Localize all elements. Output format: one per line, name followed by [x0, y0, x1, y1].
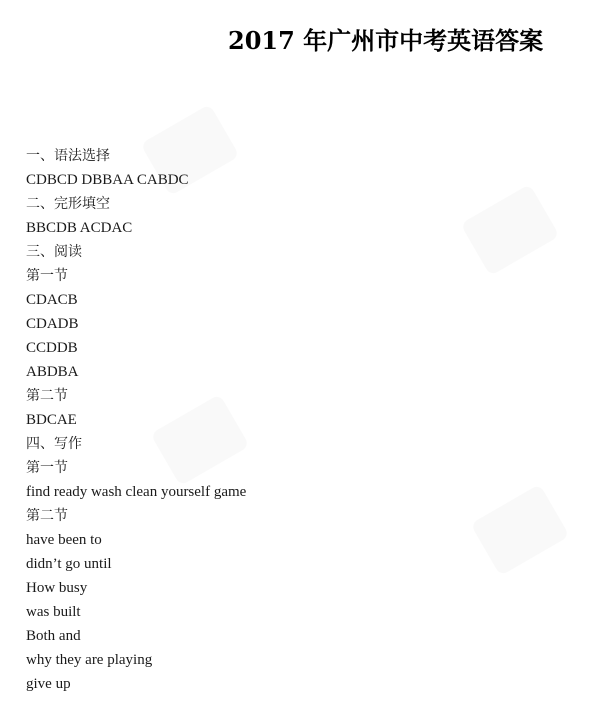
subsection-heading: 第二节 — [26, 388, 68, 404]
answer-line: Both and — [26, 628, 81, 644]
section-heading: 一、语法选择 — [26, 148, 110, 164]
answer-line: CDADB — [26, 316, 79, 332]
answer-line: BDCAE — [26, 412, 77, 428]
page-title: 2017 年广州市中考英语答案 — [228, 26, 544, 56]
faint-watermark — [460, 184, 559, 276]
answer-line: CDBCD DBBAA CABDC — [26, 172, 189, 188]
answer-line: ABDBA — [26, 364, 79, 380]
section-heading: 三、阅读 — [26, 244, 82, 260]
answer-line: why they are playing — [26, 652, 153, 668]
answer-line: CCDDB — [26, 340, 78, 356]
answer-line: have been to — [26, 532, 102, 548]
answer-line: give up — [26, 676, 71, 692]
answer-line: was built — [26, 604, 81, 620]
answer-line: CDACB — [26, 292, 78, 308]
subsection-heading: 第一节 — [26, 460, 68, 476]
subsection-heading: 第二节 — [26, 508, 68, 524]
answer-line: BBCDB ACDAC — [26, 220, 133, 236]
answer-line: How busy — [26, 580, 88, 596]
answer-list — [26, 144, 246, 696]
faint-watermark — [470, 484, 569, 576]
section-heading: 二、完形填空 — [26, 196, 110, 212]
subsection-heading: 第一节 — [26, 268, 68, 284]
answer-line: find ready wash clean yourself game — [26, 484, 247, 500]
answer-line: didn’t go until — [26, 556, 112, 572]
section-heading: 四、写作 — [26, 436, 82, 452]
